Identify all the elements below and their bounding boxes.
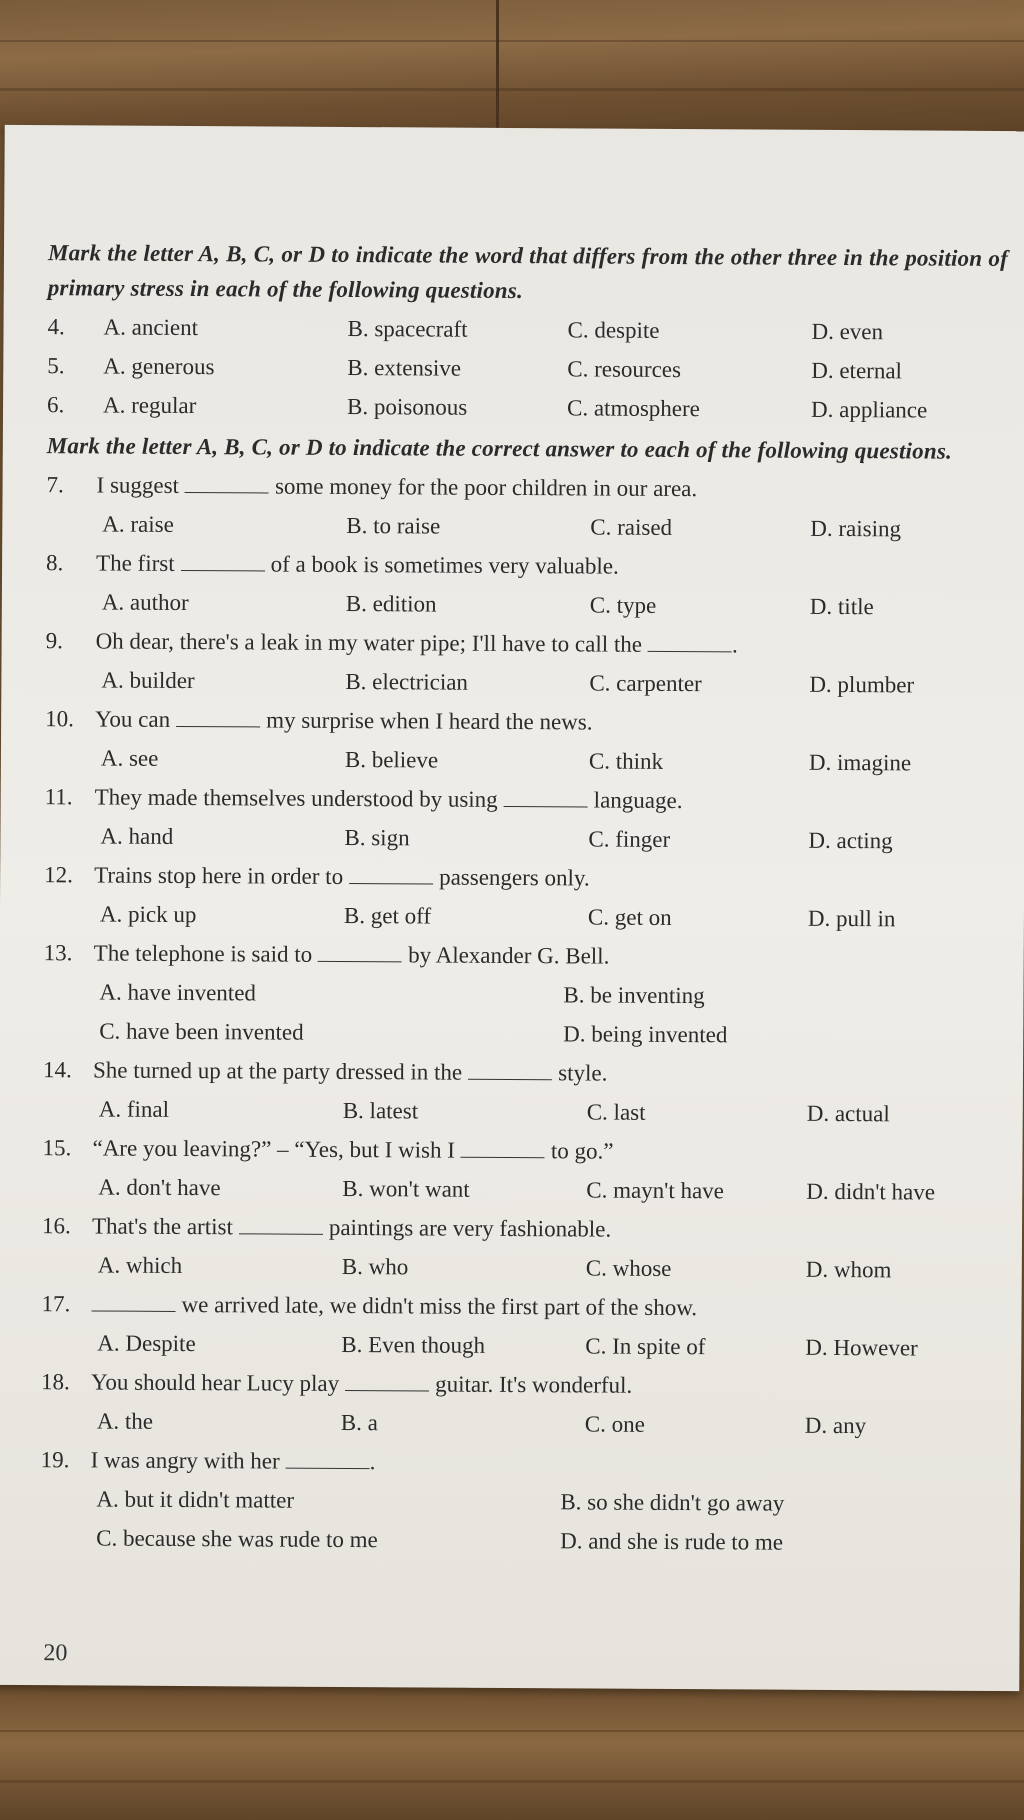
question-text [94, 855, 590, 897]
question-stem [41, 1284, 1001, 1329]
question-text [96, 621, 738, 664]
answer-option: D. title [809, 593, 874, 620]
options-row [47, 385, 1007, 430]
answer-option: C. mayn't have [586, 1177, 724, 1204]
answer-option: D. being invented [563, 1021, 728, 1048]
question-text [93, 1050, 608, 1092]
question-text-before: You can [95, 706, 171, 732]
answer-option: D. raising [810, 515, 902, 542]
answer-option: C. one [584, 1411, 645, 1437]
answer-option: B. edition [345, 590, 437, 617]
answer-option: C. whose [585, 1255, 672, 1281]
question-text [92, 1206, 611, 1248]
answer-option: B. spacecraft [347, 315, 468, 342]
question-number: 9. [45, 628, 63, 654]
answer-option: A. ancient [103, 314, 199, 341]
question-stem [41, 1362, 1001, 1407]
answer-option: D. even [811, 318, 884, 345]
question-text-before: I suggest [96, 472, 180, 498]
answer-blank[interactable] [345, 1368, 429, 1392]
question-text [96, 543, 619, 585]
question-text [96, 465, 697, 508]
answer-option: C. think [588, 748, 664, 774]
question-text-after: . [369, 1449, 376, 1475]
options-row [40, 1479, 1000, 1524]
answer-option: A. author [101, 589, 189, 616]
question-stem [46, 621, 1006, 666]
question-item [46, 621, 1006, 666]
answer-option: C. because she was rude to me [96, 1525, 378, 1553]
question-text-after: . [731, 632, 738, 658]
options-row [44, 816, 1004, 861]
answer-option: A. have invented [99, 979, 257, 1006]
question-text-before: They made themselves understood by using [94, 784, 498, 812]
question-item [42, 1128, 1002, 1173]
answer-option: A. regular [102, 392, 197, 419]
answer-option: A. don't have [98, 1174, 221, 1201]
question-number: 17. [41, 1291, 71, 1317]
question-item [42, 1206, 1002, 1251]
question-text-after: my surprise when I heard the news. [266, 707, 593, 735]
question-text [94, 933, 610, 975]
answer-blank[interactable] [648, 629, 732, 653]
options-row [41, 1323, 1001, 1368]
options-row [42, 1245, 1002, 1290]
options-row [47, 346, 1007, 391]
answer-blank[interactable] [349, 861, 433, 885]
question-text-after: of a book is sometimes very valuable. [270, 551, 619, 579]
answer-option: B. be inventing [563, 982, 705, 1009]
question-item [45, 699, 1005, 744]
answer-blank[interactable] [286, 1446, 370, 1470]
answer-option: D. pull in [807, 905, 896, 932]
answer-option: A. generous [103, 353, 215, 380]
answer-option: C. type [589, 592, 657, 618]
answer-option: A. hand [100, 823, 174, 849]
question-stem [41, 1440, 1001, 1485]
question-item [44, 933, 1004, 978]
answer-blank[interactable] [318, 939, 402, 963]
table-seam [496, 0, 499, 135]
options-row [42, 1167, 1002, 1212]
answer-option: A. which [97, 1252, 183, 1278]
answer-option: B. latest [342, 1097, 419, 1124]
question-text-after: guitar. It's wonderful. [435, 1371, 633, 1398]
question-stem [44, 933, 1004, 978]
answer-option: B. believe [344, 746, 439, 773]
question-number: 15. [42, 1135, 72, 1161]
wood-grain [0, 40, 1024, 42]
question-text-after: we arrived late, we didn't miss the first part of the show. [181, 1291, 698, 1321]
options-row [43, 972, 1003, 1017]
question-text-before: That's the artist [91, 1213, 233, 1240]
question-item [45, 777, 1005, 822]
question-text-before: Oh dear, there's a leak in my water pipe; I'll have to call the [95, 628, 643, 657]
answer-option: C. atmosphere [566, 395, 700, 422]
answer-option: B. get off [343, 902, 432, 929]
wood-grain [0, 1730, 1024, 1732]
answer-option: A. but it didn't matter [96, 1486, 295, 1513]
question-stem [42, 1128, 1002, 1173]
answer-option: D. However [805, 1334, 918, 1361]
answer-blank[interactable] [181, 548, 265, 572]
answer-blank[interactable] [461, 1135, 545, 1159]
question-number: 16. [41, 1213, 71, 1239]
question-text-after: style. [558, 1060, 608, 1086]
answer-option: B. electrician [345, 668, 469, 695]
answer-option: D. and she is rude to me [560, 1528, 784, 1555]
answer-option: C. have been invented [99, 1018, 304, 1045]
question-text [95, 699, 593, 741]
answer-option: B. who [341, 1253, 409, 1280]
question-item [43, 1050, 1003, 1095]
question-stem [43, 1050, 1003, 1095]
question-number: 8. [46, 550, 64, 576]
answer-option: B. extensive [347, 354, 462, 381]
question-text-after: by Alexander G. Bell. [408, 942, 610, 969]
answer-option: D. acting [808, 827, 893, 854]
wood-grain [0, 1780, 1024, 1783]
question-item [46, 543, 1006, 588]
page-number: 20 [43, 1640, 68, 1667]
question-text-before: The telephone is said to [93, 940, 313, 967]
question-text-after: some money for the poor children in our area. [274, 473, 698, 502]
options-row [41, 1401, 1001, 1446]
question-item [41, 1362, 1001, 1407]
question-stem [45, 699, 1005, 744]
question-text-after: to go.” [550, 1138, 614, 1164]
answer-option: D. actual [806, 1100, 890, 1127]
question-number: 10. [45, 706, 74, 732]
answer-blank[interactable] [176, 704, 260, 728]
question-number: 11. [44, 784, 73, 810]
answer-option: C. finger [588, 826, 671, 852]
answer-option: C. resources [567, 356, 682, 383]
answer-option: C. despite [567, 317, 660, 343]
answer-option: A. see [100, 745, 159, 771]
answer-option: A. builder [101, 667, 195, 694]
options-row [47, 307, 1007, 352]
question-stem [46, 465, 1006, 510]
wooden-table-bottom [0, 1680, 1024, 1820]
question-stem [42, 1206, 1002, 1251]
answer-option: B. so she didn't go away [560, 1489, 785, 1516]
section-instruction: Mark the letter A, B, C, or D to indicate the word that differs from the other three in the position of primary stress in each of the following questions. [47, 240, 1009, 304]
question-text-before: I was angry with her [90, 1447, 280, 1474]
answer-option: D. whom [805, 1256, 892, 1283]
options-row [45, 660, 1005, 705]
answer-blank[interactable] [239, 1211, 323, 1235]
answer-option: C. In spite of [585, 1333, 706, 1360]
answer-option: B. sign [344, 824, 410, 851]
question-number: 6. [46, 392, 65, 418]
question-number: 14. [42, 1057, 72, 1083]
question-text-after: passengers only. [439, 864, 590, 891]
question-text [91, 1440, 376, 1481]
question-stem [45, 777, 1005, 822]
answer-blank[interactable] [504, 784, 588, 808]
options-row [43, 1011, 1003, 1056]
answer-option: B. a [340, 1409, 378, 1436]
answer-option: D. eternal [811, 357, 903, 384]
question-number: 19. [40, 1447, 70, 1473]
options-row [44, 894, 1004, 939]
answer-option: D. didn't have [806, 1178, 936, 1205]
question-item [41, 1440, 1001, 1485]
options-row [40, 1518, 1000, 1563]
question-number: 13. [43, 940, 73, 966]
question-text [91, 1362, 632, 1404]
answer-option: C. get on [587, 904, 672, 930]
question-stem [46, 543, 1006, 588]
answer-option: A. the [96, 1408, 154, 1434]
answer-option: B. Even though [341, 1331, 486, 1358]
question-stem [44, 855, 1004, 900]
section-instruction: Mark the letter A, B, C, or D to indicate the correct answer to each of the following questions. [46, 433, 953, 464]
question-number: 7. [46, 472, 64, 498]
wood-grain [0, 88, 1024, 91]
question-text-before: “Are you leaving?” – “Yes, but I wish I [92, 1135, 455, 1163]
answer-option: C. carpenter [589, 670, 702, 697]
answer-blank[interactable] [92, 1288, 176, 1312]
wooden-table-top [0, 0, 1024, 135]
answer-option: C. last [586, 1099, 646, 1125]
question-number: 18. [41, 1369, 70, 1395]
answer-option: B. won't want [342, 1175, 470, 1202]
answer-option: D. plumber [809, 671, 915, 698]
question-item [46, 465, 1006, 510]
answer-option: A. raise [102, 511, 174, 537]
worksheet-page [0, 125, 1024, 1691]
options-row [45, 738, 1005, 783]
question-item [41, 1284, 1001, 1329]
question-number: 5. [47, 353, 65, 379]
question-text-after: paintings are very fashionable. [328, 1214, 612, 1242]
question-text [92, 1128, 613, 1170]
options-row [46, 582, 1006, 627]
question-text-after: language. [593, 787, 683, 814]
options-row [46, 504, 1006, 549]
answer-option: D. any [804, 1412, 867, 1439]
question-text [91, 1284, 697, 1327]
question-number: 4. [47, 314, 65, 340]
worksheet-content [40, 235, 1008, 1563]
answer-option: A. final [98, 1096, 170, 1122]
options-row [43, 1089, 1003, 1134]
question-item [44, 855, 1004, 900]
question-text [95, 777, 683, 820]
question-text-before: She turned up at the party dressed in the [92, 1057, 463, 1085]
answer-option: A. pick up [99, 901, 197, 928]
answer-option: B. to raise [346, 512, 441, 539]
question-text-before: Trains stop here in order to [94, 862, 344, 889]
answer-option: C. raised [590, 514, 673, 540]
answer-option: D. appliance [810, 396, 928, 423]
answer-option: D. imagine [808, 749, 912, 776]
answer-option: B. poisonous [346, 393, 468, 420]
question-number: 12. [44, 862, 74, 888]
question-text-before: The first [96, 550, 175, 576]
answer-blank[interactable] [468, 1057, 552, 1081]
answer-option: A. Despite [97, 1330, 196, 1357]
answer-blank[interactable] [185, 470, 269, 494]
question-text-before: You should hear Lucy play [91, 1369, 340, 1396]
